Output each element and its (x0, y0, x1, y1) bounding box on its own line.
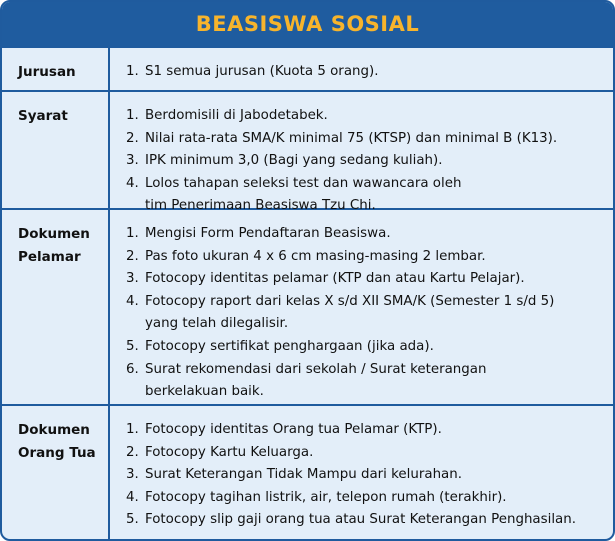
item-text: Fotocopy tagihan listrik, air, telepon rumah (terakhir). (145, 489, 507, 505)
item-number: 3. (126, 271, 139, 287)
list-item (126, 128, 613, 151)
section-items (110, 210, 613, 404)
item-number: 2. (126, 130, 139, 146)
section-label (2, 48, 110, 90)
section-row-syarat (2, 90, 613, 214)
item-text: Fotocopy raport dari kelas X s/d XII SMA/K (Semester 1 s/d 5) (145, 293, 555, 309)
item-number: 1. (126, 226, 139, 241)
item-number: 5. (126, 512, 139, 528)
item-text: Fotocopy sertifikat penghargaan (jika ada). (145, 338, 434, 354)
item-text: Fotocopy slip gaji orang tua atau Surat Keterangan Penghasilan. (145, 512, 576, 528)
item-text: Fotocopy identitas Orang tua Pelamar (KTP). (145, 422, 442, 437)
section-label-line: Orang Tua (18, 445, 96, 461)
section-label-line: Jurusan (18, 64, 76, 80)
list-item (126, 487, 613, 510)
item-text: Berdomisili di Jabodetabek. (145, 108, 328, 123)
item-number: 1. (126, 422, 139, 437)
item-number: 4. (126, 175, 139, 191)
section-row-dokumen-orang-tua (2, 404, 613, 539)
section-items (110, 406, 613, 539)
section-label (2, 406, 110, 539)
list-item (126, 61, 613, 84)
list-item (126, 291, 613, 336)
section-label-line: Pelamar (18, 249, 81, 265)
section-row-jurusan (2, 46, 613, 90)
item-number: 1. (126, 108, 139, 123)
section-label-line: Dokumen (18, 226, 90, 242)
list-item (126, 105, 613, 128)
list-item (126, 223, 613, 246)
item-text: Surat rekomendasi dari sekolah / Surat keterangan (145, 361, 487, 377)
section-items (110, 48, 613, 90)
item-number: 5. (126, 338, 139, 354)
item-number: 1. (126, 64, 139, 79)
item-number: 4. (126, 293, 139, 309)
item-number: 2. (126, 444, 139, 460)
item-text: Nilai rata-rata SMA/K minimal 75 (KTSP) dan minimal B (K13). (145, 130, 558, 146)
item-number: 2. (126, 248, 139, 264)
list-item (126, 150, 613, 173)
item-text: yang telah dilegalisir. (145, 316, 289, 332)
item-text: IPK minimum 3,0 (Bagi yang sedang kuliah). (145, 153, 443, 169)
list-item (126, 336, 613, 359)
item-text: Fotocopy Kartu Keluarga. (145, 444, 314, 460)
item-text: Fotocopy identitas pelamar (KTP dan atau Kartu Pelajar). (145, 271, 525, 287)
item-text: Lolos tahapan seleksi test dan wawancara oleh (145, 175, 462, 191)
list-item (126, 246, 613, 269)
card-title: BEASISWA SOSIAL (195, 12, 420, 36)
list-item (126, 464, 613, 487)
item-text: berkelakuan baik. (145, 384, 264, 400)
list-item (126, 419, 613, 442)
section-label-line: Dokumen (18, 422, 90, 438)
list-item (126, 442, 613, 465)
item-number: 6. (126, 361, 139, 377)
section-label (2, 210, 110, 404)
item-number: 4. (126, 489, 139, 505)
item-number: 3. (126, 153, 139, 169)
list-item (126, 268, 613, 291)
item-text: S1 semua jurusan (Kuota 5 orang). (145, 64, 379, 79)
item-text: Surat Keterangan Tidak Mampu dari kelurahan. (145, 467, 462, 483)
item-number: 3. (126, 467, 139, 483)
card-header (2, 2, 613, 46)
section-row-dokumen-pelamar (2, 208, 613, 404)
section-items (110, 92, 613, 214)
list-item (126, 359, 613, 404)
item-text: Pas foto ukuran 4 x 6 cm masing-masing 2 lembar. (145, 248, 486, 264)
section-label-line: Syarat (18, 108, 68, 124)
list-item (126, 509, 613, 532)
item-text: Mengisi Form Pendaftaran Beasiswa. (145, 226, 391, 241)
item-text: tim Penerimaan Beasiswa Tzu Chi. (145, 198, 376, 214)
section-label (2, 92, 110, 208)
